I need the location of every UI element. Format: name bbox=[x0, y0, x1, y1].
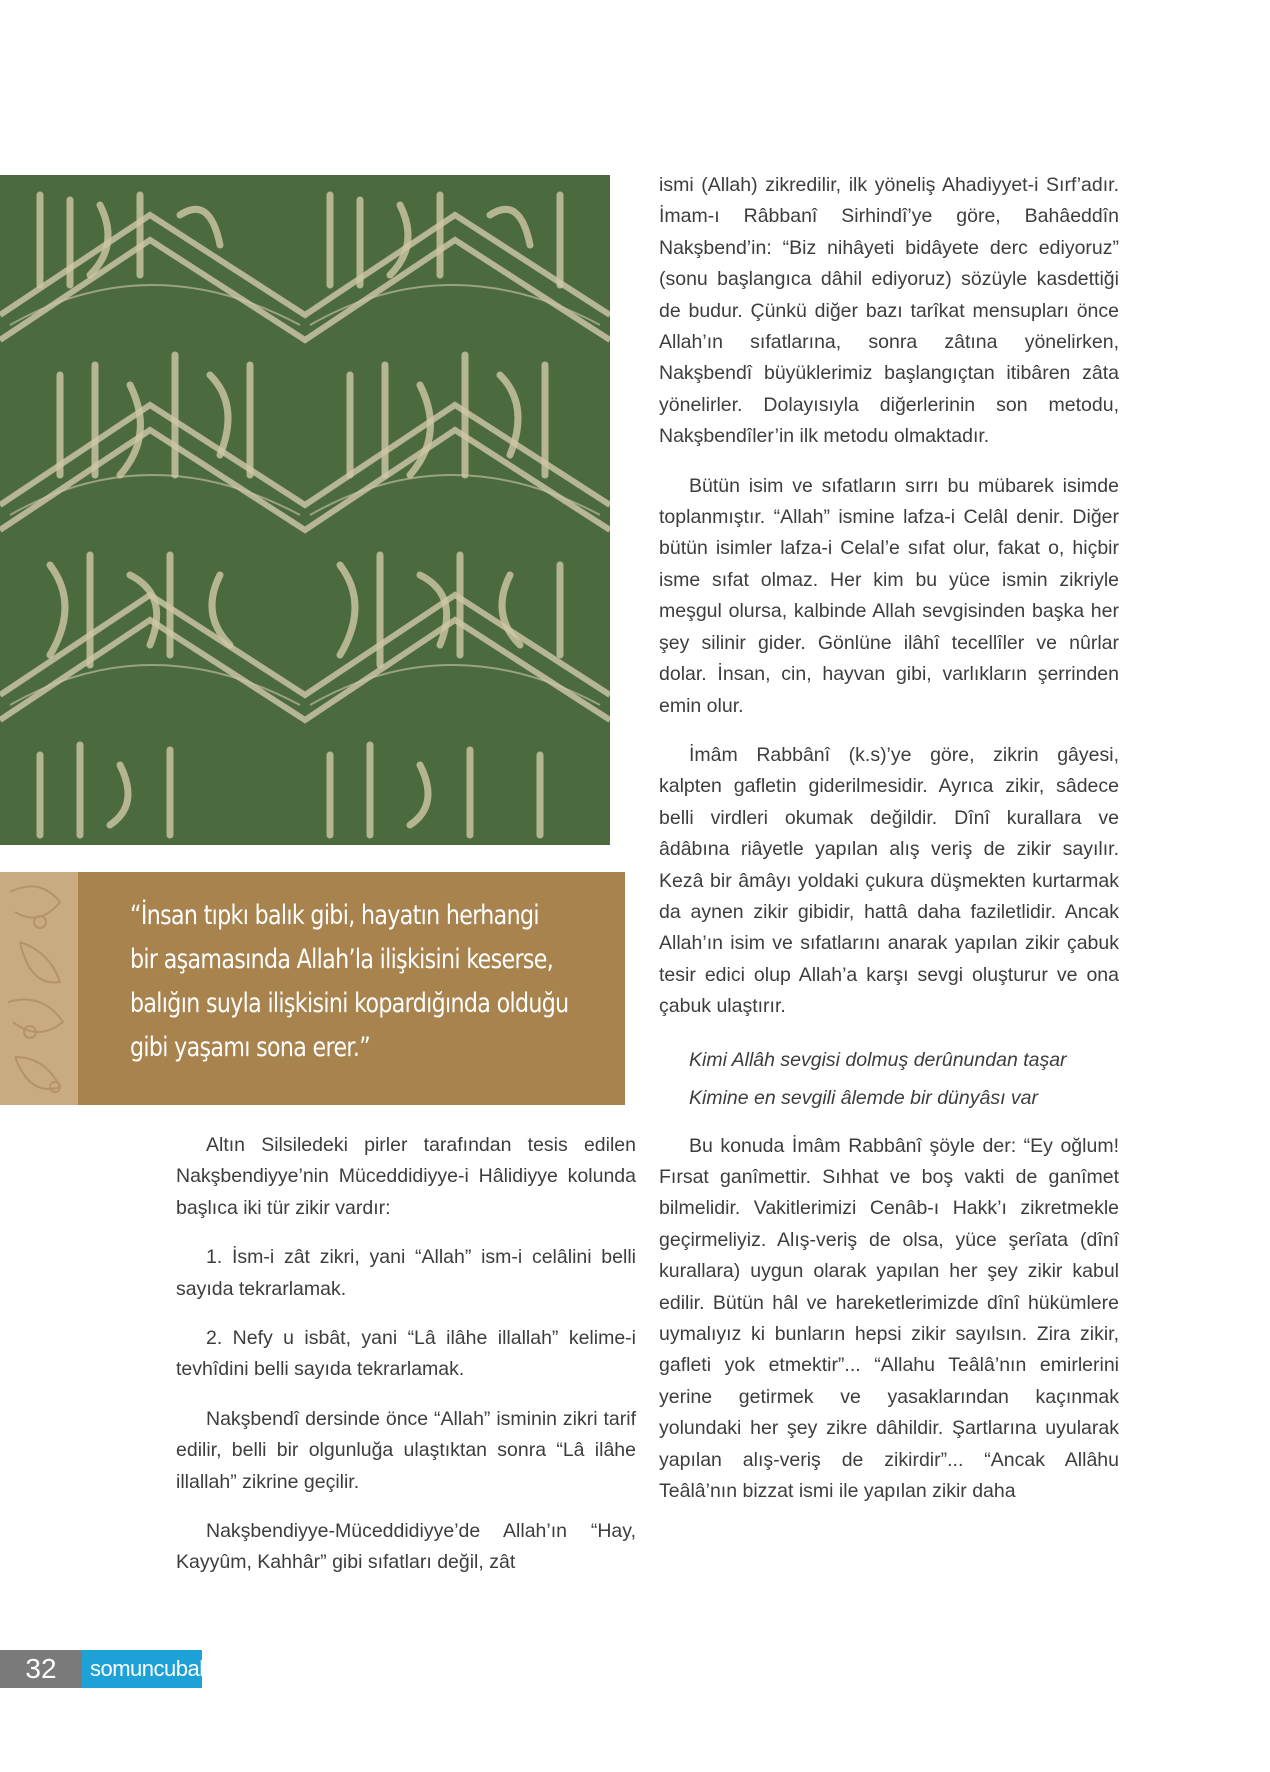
poem-line: Kimi Allâh sevgisi dolmuş derûnundan taşar bbox=[689, 1048, 1067, 1071]
pull-quote-text bbox=[130, 894, 606, 1070]
kiswa-fabric-image bbox=[0, 175, 610, 845]
poem-line: Kimine en sevgili âlemde bir dünyâsı var bbox=[689, 1086, 1039, 1109]
fabric-pattern-graphic bbox=[0, 175, 610, 845]
quote-line: gibi yaşamı sona erer.” bbox=[130, 1032, 371, 1063]
poem-couplet bbox=[689, 1041, 1119, 1117]
right-text-column bbox=[659, 170, 1119, 1525]
page-number: 32 bbox=[0, 1650, 82, 1688]
body-paragraph: 1. İsm-i zât zikri, yani “Allah” ism-i celâlini belli sayıda tekrarlamak. bbox=[176, 1246, 636, 1300]
body-paragraph: 2. Nefy u isbât, yani “Lâ ilâhe illallah” kelime-i tevhîdini belli sayıda tekrarlamak. bbox=[176, 1327, 636, 1381]
left-text-column bbox=[176, 1130, 636, 1597]
quote-line: “İnsan tıpkı balık gibi, hayatın herhangi bbox=[130, 900, 539, 931]
body-paragraph: Nakşbendî dersinde önce “Allah” isminin zikri tarif edilir, belli bir olgunluğa ulaştıktan sonra “Lâ ilâhe illallah” zikrine geçilir. bbox=[176, 1407, 636, 1493]
floral-ornament-icon bbox=[0, 872, 78, 1105]
quote-line: bir aşamasında Allah’la ilişkisini keserse, bbox=[130, 944, 554, 975]
body-paragraph: İmâm Rabbânî (k.s)’ye göre, zikrin gâyesi, kalpten gafletin giderilmesidir. Ayrıca zikir, sâdece belli virdleri okumak değildir. Dînî kurallara ve âdâbına riâyetle yapılan alış veriş de zikir sayılır. Kezâ bir âmâyı yoldaki çukura düşmekten kurtarmak da aynen zikir gibidir, hattâ daha faziletlidir. Ancak Allah’ın isim ve sıfatlarını anarak yapılan zikir çabuk tesir edici olup Allah’a karşı sevgi oluşturur ve ona çabuk ulaştırır. bbox=[659, 743, 1119, 1018]
body-paragraph: Altın Silsiledeki pirler tarafından tesis edilen Nakşbendiyye’nin Müceddidiyye-i Hâlidiyye kolunda başlıca iki tür zikir vardır: bbox=[176, 1134, 636, 1219]
quote-line: balığın suyla ilişkisini kopardığında olduğu bbox=[130, 988, 569, 1019]
body-paragraph: Bu konuda İmâm Rabbânî şöyle der: “Ey oğlum! Fırsat ganîmettir. Sıhhat ve boş vakti de ganîmet bilmelidir. Vakitlerimizi Cenâb-ı Hakk’ı zikretmekle geçirmeliyiz. Alış-veriş de olsa, yüce şerîata (dînî kurallara) uygun olarak yapılan her şey zikir kabul edilir. Bütün hâl ve hareketlerimizde dînî hükümlere uymalıyız ki bunların hepsi zikir sayılsın. Zira zikir, gafleti yok etmektir”... “Allahu Teâlâ’nın emirlerini yerine getirmek ve yasaklarından kaçınmak yolundaki her şey zikre dâhildir. Şartlarına uyularak yapılan alış-veriş de zikirdir”... “Ancak Allâhu Teâlâ’nın bizzat ismi ile yapılan zikir daha bbox=[659, 1134, 1119, 1503]
floral-pattern-strip bbox=[0, 872, 78, 1105]
body-paragraph: Bütün isim ve sıfatların sırrı bu mübarek isimde toplanmıştır. “Allah” ismine lafza-i Celâl denir. Diğer bütün isimler lafza-i Celal’e sıfat olur, fakat o, hiçbir isme sıfat olmaz. Her kim bu yüce ismin zikriyle meşgul olursa, kalbinde Allah sevgisinden başka her şey silinir gider. Gönlüne ilâhî tecellîler ve nûrlar dolar. İnsan, cin, hayvan gibi, varlıkların şerrinden emin olur. bbox=[659, 474, 1119, 717]
magazine-brand: somuncubaba bbox=[82, 1650, 202, 1688]
body-paragraph: ismi (Allah) zikredilir, ilk yöneliş Ahadiyyet-i Sırf’adır. İmam-ı Râbbanî Sirhindî’ye göre, Bahâeddîn Nakşbend’in: “Biz nihâyeti bidâyete derc ediyoruz” (sonu başlangıca dâhil ediyoruz) sözüyle kasdettiği de budur. Çünkü diğer bazı tarîkat mensupları önce Allah’ın sıfatlarına, sonra zâtına yönelirken, Nakşbendî büyüklerimiz başlangıçtan itibâren zâta yönelirler. Dolayısıyla diğerlerinin son metodu, Nakşbendîler’in ilk metodu olmaktadır. bbox=[659, 174, 1119, 448]
body-paragraph: Nakşbendiyye-Müceddidiyye’de Allah’ın “Hay, Kayyûm, Kahhâr” gibi sıfatları değil, zât bbox=[176, 1520, 636, 1574]
pull-quote-box bbox=[0, 872, 625, 1105]
